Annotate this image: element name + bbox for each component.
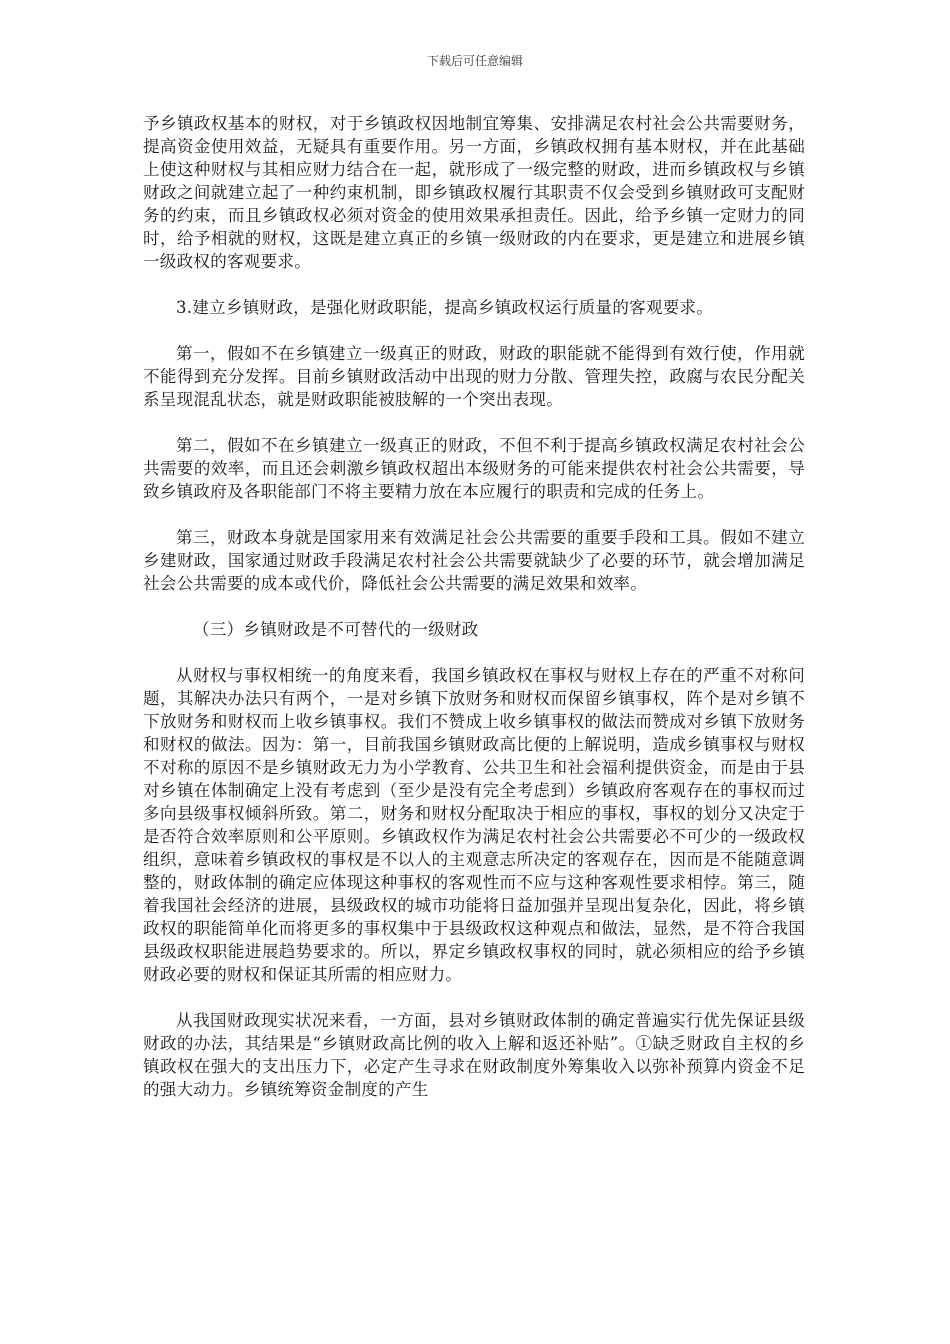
paragraph-third: 第三，财政本身就是国家用来有效满足社会公共需要的重要手段和工具。假如不建立乡建财政，国家通过财政手段满足农村社会公共需要就缺少了必要的环节，就会增加满足社会公共需要的成本或代价，降低社会公共需要的满足效果和效率。 [143,528,805,593]
subsection-heading: （三）乡镇财政是不可替代的一级财政 [193,620,479,639]
paragraph-second: 第二，假如不在乡镇建立一级真正的财政，不但不利于提高乡镇政权满足农村社会公共需要的效率，而且还会刺激乡镇政权超出本级财务的可能来提供农村社会公共需要，导致乡镇政府及各职能部门不将主要精力放在本应履行的职责和完成的任务上。 [143,436,805,501]
page-header: 下载后可任意编辑 [426,54,523,68]
paragraph-first: 第一，假如不在乡镇建立一级真正的财政，财政的职能就不能得到有效行使，作用就不能得到充分发挥。目前乡镇财政活动中出现的财力分散、管理失控，政腐与农民分配关系呈现混乱状态，就是财政职能被肢解的一个突出表现。 [143,344,805,409]
section-heading-3: 3.建立乡镇财政，是强化财政职能，提高乡镇政权运行质量的客观要求。 [176,298,714,317]
document-body [143,112,805,1101]
paragraph-rights-analysis: 从财权与事权相统一的角度来看，我国乡镇政权在事权与财权上存在的严重不对称问题，其解决办法只有两个，一是对乡镇下放财务和财权而保留乡镇事权，阵个是对乡镇不下放财务和财权而上收乡镇事权。我们不赞成上收乡镇事权的做法而赞成对乡镇下放财务和财权的做法。因为：第一，目前我国乡镇财政高比便的上解说明，造成乡镇事权与财权不对称的原因不是乡镇财政无力为小学教育、公共卫生和社会福利提供资金，而是由于县对乡镇在体制确定上没有考虑到（至少是没有完全考虑到）乡镇政府客观存在的事权而过多向县级事权倾斜所致。第二，财务和财权分配取决于相应的事权，事权的划分又决定于是否符合效率原则和公平原则。乡镇政权作为满足农村社会公共需要必不可少的一级政权组织，意味着乡镇政权的事权是不以人的主观意志所决定的客观存在，因而是不能随意调整的，财政体制的确定应体现这种事权的客观性而不应与这种客观性要求相悖。第三，随着我国社会经济的进展，县级政权的城市功能将日益加强并呈现出复杂化，因此，将乡镇政权的职能简单化而将更多的事权集中于县级政权这种观点和做法，显然，是不符合我国县级政权职能进展趋势要求的。所以，界定乡镇政权事权的同时，就必须相应的给予乡镇财政必要的财权和保证其所需的相应财力。 [143,666,805,984]
paragraph-continuation: 予乡镇政权基本的财权，对于乡镇政权因地制宜筹集、安排满足农村社会公共需要财务，提高资金使用效益，无疑具有重要作用。另一方面，乡镇政权拥有基本财权，并在此基础上使这种财权与其相应财力结合在一起，就形成了一级完整的财政，进而乡镇政权与乡镇财政之间就建立起了一种约束机制，即乡镇政权履行其职责不仅会受到乡镇财政可支配财务的约束，而且乡镇政权必须对资金的使用效果承担责任。因此，给予乡镇一定财力的同时，给予相就的财权，这既是建立真正的乡镇一级财政的内在要求，更是建立和进展乡镇一级政权的客观要求。 [143,114,805,271]
paragraph-current-status: 从我国财政现实状况来看，一方面，县对乡镇财政体制的确定普遍实行优先保证县级财政的办法，其结果是“乡镇财政高比例的收入上解和返还补贴”。①缺乏财政自主权的乡镇政权在强大的支出压力下，必定产生寻求在财政制度外筹集收入以弥补预算内资金不足的强大动力。乡镇统筹资金制度的产生 [143,1011,805,1099]
